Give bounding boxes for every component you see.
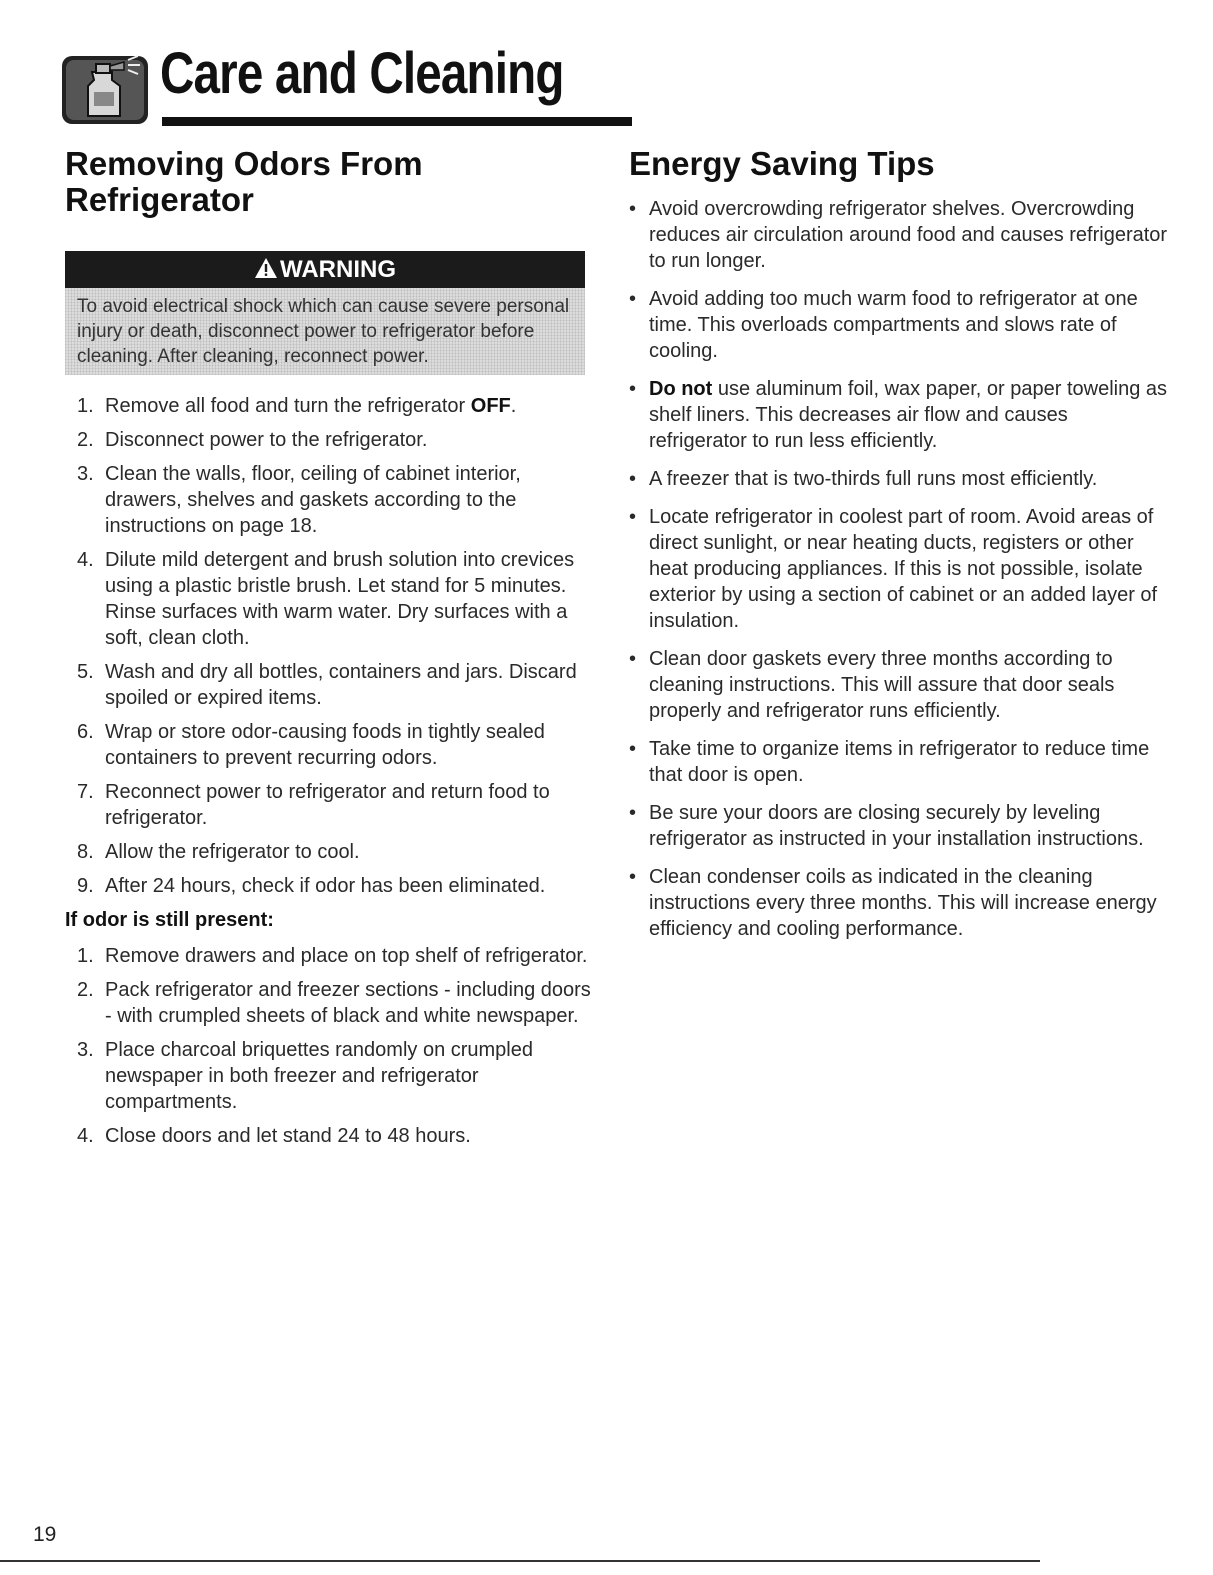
list-item: 3. Clean the walls, floor, ceiling of cabinet interior, drawers, shelves and gaskets according to the instructions on page 18. [77, 463, 521, 537]
spray-bottle-icon [62, 52, 150, 126]
warning-triangle-icon [254, 257, 278, 279]
odor-steps-list [65, 393, 595, 899]
odor-followup-list [65, 943, 595, 1149]
warning-header [65, 251, 585, 288]
list-item: 3. Place charcoal briquettes randomly on crumpled newspaper in both freezer and refrigerator compartments. [77, 1039, 533, 1113]
energy-heading: Energy Saving Tips [629, 145, 935, 182]
warning-label: WARNING [280, 256, 396, 283]
page-title: Care and Cleaning [160, 41, 564, 106]
list-item: • Avoid overcrowding refrigerator shelves. Overcrowding reduces air circulation around food and causes refrigerator to run longer. [629, 198, 1168, 272]
list-item: 5. Wash and dry all bottles, containers and jars. Discard spoiled or expired items. [77, 661, 577, 709]
page-number: 19 [33, 1523, 57, 1546]
odor-subheading: If odor is still present: [65, 909, 274, 931]
warning-text: To avoid electrical shock which can cause severe personal injury or death, disconnect power to refrigerator before cleaning. After cleaning, reconnect power. [65, 288, 585, 375]
title-underline [162, 117, 632, 126]
energy-tips-list [629, 196, 1169, 942]
list-item: • Clean door gaskets every three months according to cleaning instructions. This will assure that door seals properly and refrigerator runs efficiently. [629, 648, 1115, 722]
list-item: • Be sure your doors are closing securely by leveling refrigerator as instructed in your installation instructions. [629, 802, 1144, 850]
list-item: • Take time to organize items in refrigerator to reduce time that door is open. [629, 738, 1150, 786]
warning-box [65, 251, 585, 375]
list-item: 8. Allow the refrigerator to cool. [77, 841, 360, 863]
list-item: • Avoid adding too much warm food to refrigerator at one time. This overloads compartments and slows rate of cooling. [629, 288, 1138, 362]
list-item: • Do not use aluminum foil, wax paper, or paper toweling as shelf liners. This decreases air flow and causes refrigerator to run less efficiently. [629, 378, 1167, 452]
list-item: 2. Pack refrigerator and freezer sections - including doors - with crumpled sheets of black and white newspaper. [77, 979, 591, 1027]
list-item: • Clean condenser coils as indicated in the cleaning instructions every three months. This will increase energy efficiency and cooling performance. [629, 866, 1157, 940]
odors-heading: Removing Odors From Refrigerator [65, 145, 423, 218]
list-item: 9. After 24 hours, check if odor has been eliminated. [77, 875, 546, 897]
list-item: 1. Remove drawers and place on top shelf of refrigerator. [77, 945, 588, 967]
energy-section [629, 146, 1169, 954]
footer-rule [0, 1560, 1040, 1562]
list-item: 2. Disconnect power to the refrigerator. [77, 429, 428, 451]
list-item: • Locate refrigerator in coolest part of room. Avoid areas of direct sunlight, or near heating ducts, registers or other heat producing appliances. If this is not possible, isolate exterior by using a section of cabinet or an added layer of insulation. [629, 506, 1158, 632]
list-item: 1. Remove all food and turn the refrigerator OFF. [77, 395, 517, 417]
list-item: • A freezer that is two-thirds full runs most efficiently. [629, 468, 1098, 490]
list-item: 4. Dilute mild detergent and brush solution into crevices using a plastic bristle brush. Let stand for 5 minutes. Rinse surfaces with warm water. Dry surfaces with a soft, clean cloth. [77, 549, 575, 649]
list-item: 4. Close doors and let stand 24 to 48 hours. [77, 1125, 471, 1147]
odors-section [65, 146, 595, 1157]
list-item: 7. Reconnect power to refrigerator and return food to refrigerator. [77, 781, 550, 829]
page-header [62, 40, 572, 130]
list-item: 6. Wrap or store odor-causing foods in tightly sealed containers to prevent recurring odors. [77, 721, 545, 769]
